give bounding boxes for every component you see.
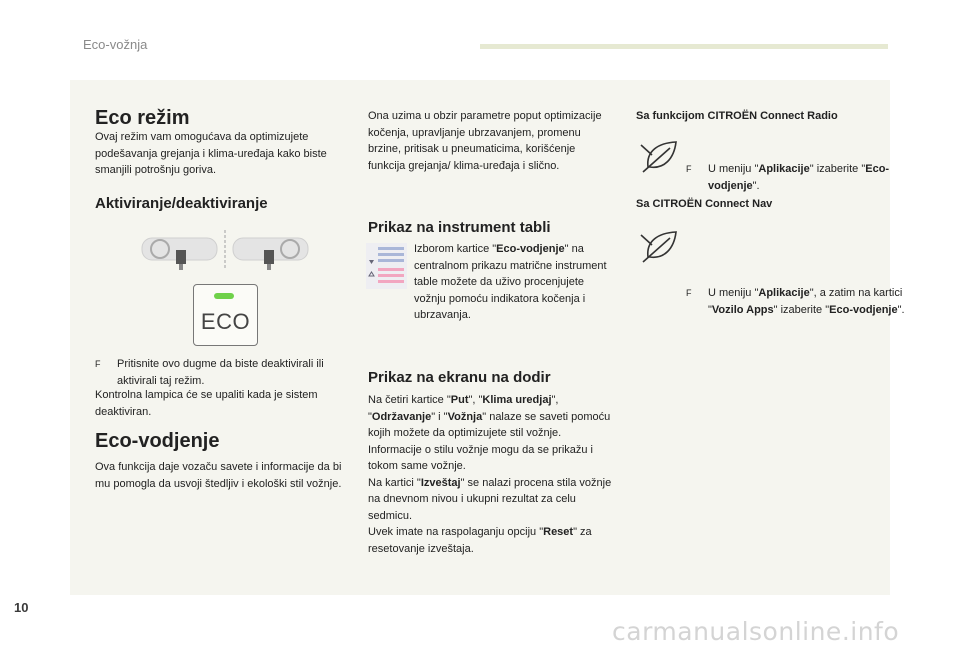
touchscreen-text [368,392,616,557]
while-driving-paragraph: Informacije o stilu vožnje mogu da se prikažu i tokom same vožnje. [368,443,593,472]
radio-menu-instruction: F U meniju "Aplikacije" izaberite "Eco-vodjenje". [686,163,890,192]
bullet-icon: F [686,288,692,298]
connect-nav-heading: Sa CITROËN Connect Nav [636,198,773,210]
section-header: Eco-vožnja [83,37,148,52]
bullet-press-button: F Pritisnite ovo dugme da biste deaktivirali ili aktivirali taj režim. [95,358,324,387]
report-paragraph: Na kartici "Izveštaj" se nalazi procena stila vožnje na dnevnom nivou i ukupni rezultat za celu sedmicu. [368,476,612,522]
watermark: carmanualsonline.info [612,617,900,646]
eco-indicator-lamp [214,293,234,299]
page-number: 10 [14,600,29,615]
tabs-paragraph: Na četiri kartice "Put", "Klima uredjaj", "Održavanje" i "Vožnja" nalaze se saveti pomoću kojih možete da optimizujete stil vožnje. [368,394,611,439]
eco-mode-intro: Ovaj režim vam omogućava da optimizujete podešavanja grejanja i klima-uređaja kako biste smanjili potrošnju goriva. [95,131,327,176]
leaf-icon [640,139,680,173]
connect-radio-heading: Sa funkcijom CITROËN Connect Radio [636,110,838,122]
header-rule [480,44,888,49]
eco-guidance-text: Ova funkcija daje vozaču savete i informacije da bi mu pomogla da usvoji štedljiv i ekološki stil vožnje. [95,461,342,490]
bullet-icon: F [95,359,101,369]
lamp-note: Kontrolna lampica će se upaliti kada je sistem deaktiviran. [95,389,318,418]
reset-paragraph: Uvek imate na raspolaganju opciju "Reset" za resetovanje izveštaja. [368,526,592,555]
eco-button[interactable] [193,284,258,346]
activation-subtitle: Aktiviranje/deaktiviranje [95,195,268,212]
touchscreen-title: Prikaz na ekranu na dodir [368,369,551,386]
dashboard-switch-illustration [140,228,310,272]
eco-mode-title: Eco režim [95,107,190,129]
eco-guidance-title: Eco-vodjenje [95,430,220,452]
instrument-panel-title: Prikaz na instrument tabli [368,219,551,236]
leaf-icon [640,229,680,263]
nav-menu-instruction: F U meniju "Aplikacije", a zatim na kartici "Vozilo Apps" izaberite "Eco-vodjenje". [686,287,905,316]
instrument-display-icon [366,243,407,289]
bullet-icon: F [686,164,692,174]
params-intro: Ona uzima u obzir parametre poput optimizacije kočenja, upravljanje ubrzavanjem, promenu brzine, pritisak u pneumaticima, korišćenje funkcija grejanja/ klima-uređaja i slično. [368,110,602,172]
instrument-panel-text: Izborom kartice "Eco-vodjenje" na centralnom prikazu matrične instrument table možete da uživo procenjujete vožnju pomoću indikatora kočenja i ubrzavanja. [414,243,607,321]
eco-button-label: ECO [200,309,251,334]
